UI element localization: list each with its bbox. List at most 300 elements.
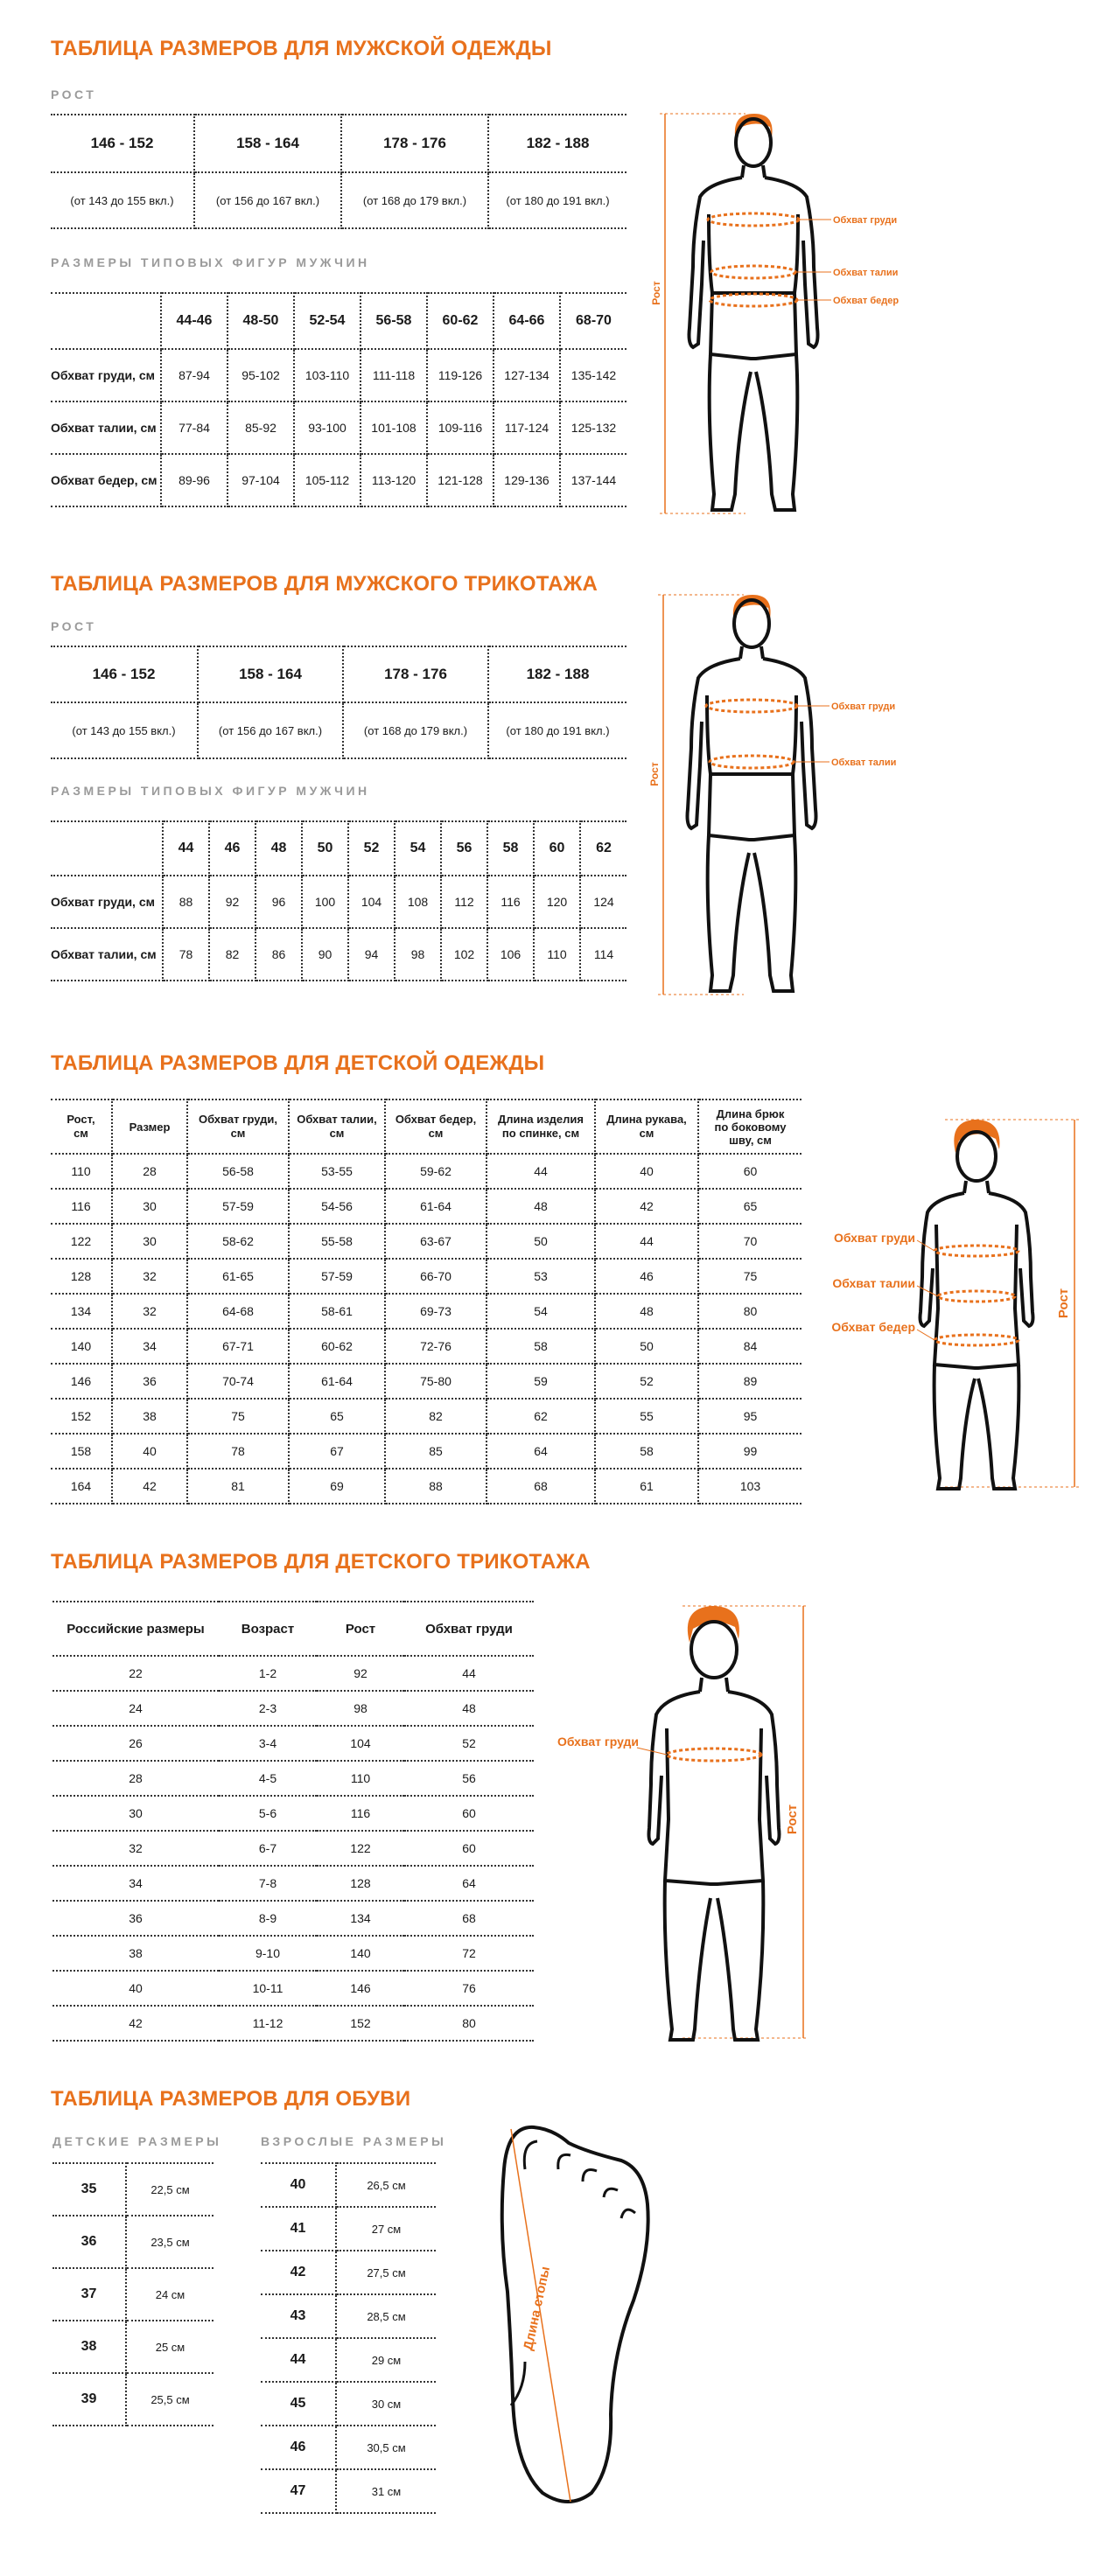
table-row [52, 1761, 534, 1796]
foot-length-label: Длина стопы [521, 2265, 554, 2352]
column-header: Обхват талии, см [289, 1100, 385, 1154]
size-header: 46 [209, 821, 256, 876]
table-cell: 53 [486, 1259, 595, 1294]
shoe-size: 44 [261, 2338, 336, 2382]
table-cell: 32 [112, 1294, 187, 1329]
table-cell: 65 [289, 1399, 385, 1434]
table-cell: 128 [317, 1866, 404, 1901]
table-cell: 85-92 [228, 401, 294, 454]
table-header-row [52, 1602, 534, 1656]
table-cell: 40 [52, 1971, 219, 2006]
shoes-adult-label: ВЗРОСЛЫЕ РАЗМЕРЫ [261, 2134, 447, 2148]
height-detail: (от 156 до 167 вкл.) [198, 702, 343, 758]
table-header-row [51, 1100, 802, 1154]
table-row [261, 2426, 436, 2469]
table-cell: 95-102 [228, 349, 294, 401]
table-cell: 9-10 [219, 1936, 317, 1971]
table-cell: 60 [404, 1796, 534, 1831]
table-cell: 76 [404, 1971, 534, 2006]
table-cell: 66-70 [385, 1259, 486, 1294]
size-header: 50 [302, 821, 348, 876]
table-cell: 117-124 [494, 401, 560, 454]
kids-knitwear-table [52, 1601, 534, 2042]
table-row [52, 2268, 214, 2321]
table-cell: 128 [51, 1259, 112, 1294]
height-range: 158 - 164 [198, 646, 343, 702]
table-cell: 134 [51, 1294, 112, 1329]
table-cell: 110 [51, 1154, 112, 1189]
men-clothing-section [0, 0, 1106, 542]
foot-figure [472, 2117, 665, 2510]
table-cell: 99 [698, 1434, 802, 1469]
row-label: Обхват бедер, см [51, 454, 161, 506]
table-row [51, 1154, 802, 1189]
man-knitwear-figure [646, 590, 908, 1002]
table-row [51, 1294, 802, 1329]
table-row [52, 2163, 214, 2216]
shoe-size: 41 [261, 2207, 336, 2251]
table-cell: 104 [317, 1726, 404, 1761]
table-cell: 98 [317, 1691, 404, 1726]
table-cell: 5-6 [219, 1796, 317, 1831]
table-cell: 34 [52, 1866, 219, 1901]
table-cell: 30 [112, 1224, 187, 1259]
size-header: 52-54 [294, 293, 360, 349]
table-row [261, 2382, 436, 2426]
table-cell: 106 [487, 928, 534, 981]
height-label: Рост [650, 281, 662, 305]
table-cell: 44 [486, 1154, 595, 1189]
table-cell: 55 [595, 1399, 698, 1434]
table-cell: 8-9 [219, 1901, 317, 1936]
table-cell: 158 [51, 1434, 112, 1469]
table-cell: 119-126 [427, 349, 494, 401]
table-cell: 58-61 [289, 1294, 385, 1329]
table-cell: 87-94 [161, 349, 228, 401]
table-cell: 97-104 [228, 454, 294, 506]
shoe-size: 37 [52, 2268, 126, 2321]
height-label: Рост [1056, 1288, 1071, 1319]
table-cell: 30 [112, 1189, 187, 1224]
table-cell: 81 [187, 1469, 289, 1504]
shoe-size: 47 [261, 2469, 336, 2513]
table-cell: 89 [698, 1364, 802, 1399]
foot-length: 27,5 см [336, 2251, 436, 2294]
table-cell: 36 [52, 1901, 219, 1936]
height-detail: (от 180 до 191 вкл.) [488, 172, 626, 228]
row-label: Обхват груди, см [51, 876, 163, 928]
table-cell: 52 [595, 1364, 698, 1399]
table-row [51, 454, 626, 506]
table-row [261, 2338, 436, 2382]
men-clothing-height-label: РОСТ [51, 87, 97, 101]
table-cell: 92 [209, 876, 256, 928]
table-cell: 125-132 [560, 401, 626, 454]
table-cell: 69-73 [385, 1294, 486, 1329]
shoes-adult-table [261, 2162, 436, 2514]
table-cell: 101-108 [360, 401, 427, 454]
shoe-size: 42 [261, 2251, 336, 2294]
table-cell: 38 [112, 1399, 187, 1434]
table-row [51, 928, 626, 981]
table-row [51, 1329, 802, 1364]
kid-figure [831, 1111, 1094, 1496]
table-cell: 70-74 [187, 1364, 289, 1399]
foot-length: 30 см [336, 2382, 436, 2426]
table-cell: 140 [317, 1936, 404, 1971]
table-row [261, 2207, 436, 2251]
table-cell: 61 [595, 1469, 698, 1504]
table-cell: 112 [441, 876, 487, 928]
table-cell: 6-7 [219, 1831, 317, 1866]
kid-knitwear-figure [551, 1601, 831, 2047]
size-header-row [51, 293, 626, 349]
table-cell: 48 [404, 1691, 534, 1726]
height-detail: (от 156 до 167 вкл.) [194, 172, 341, 228]
shoes-kids-table [52, 2162, 214, 2426]
chest-label: Обхват груди [831, 702, 896, 712]
table-row [52, 1831, 534, 1866]
men-knitwear-figures-label: РАЗМЕРЫ ТИПОВЫХ ФИГУР МУЖЧИН [51, 784, 370, 798]
height-detail: (от 180 до 191 вкл.) [488, 702, 626, 758]
table-cell: 137-144 [560, 454, 626, 506]
size-header: 52 [348, 821, 395, 876]
table-cell: 26 [52, 1726, 219, 1761]
shoes-section [0, 2064, 1106, 2576]
table-cell: 57-59 [187, 1189, 289, 1224]
table-row [51, 1259, 802, 1294]
height-range: 178 - 176 [341, 115, 488, 172]
shoe-size: 40 [261, 2163, 336, 2207]
table-cell: 116 [487, 876, 534, 928]
table-cell: 89-96 [161, 454, 228, 506]
table-cell: 22 [52, 1656, 219, 1691]
hips-label: Обхват бедер [831, 1320, 915, 1334]
table-cell: 77-84 [161, 401, 228, 454]
column-header: Возраст [219, 1602, 317, 1656]
table-cell: 85 [385, 1434, 486, 1469]
table-cell: 56-58 [187, 1154, 289, 1189]
table-cell: 146 [317, 1971, 404, 2006]
table-cell: 44 [404, 1656, 534, 1691]
size-header: 68-70 [560, 293, 626, 349]
height-range: 146 - 152 [51, 646, 198, 702]
foot-length: 29 см [336, 2338, 436, 2382]
size-header: 54 [395, 821, 441, 876]
table-cell: 70 [698, 1224, 802, 1259]
shoes-kids-label: ДЕТСКИЕ РАЗМЕРЫ [52, 2134, 222, 2148]
table-cell: 116 [51, 1189, 112, 1224]
size-header: 44-46 [161, 293, 228, 349]
chest-label: Обхват груди [833, 215, 898, 226]
table-cell: 36 [112, 1364, 187, 1399]
chest-label: Обхват груди [833, 1231, 915, 1245]
table-cell: 86 [256, 928, 302, 981]
table-cell: 42 [595, 1189, 698, 1224]
table-row [51, 1434, 802, 1469]
table-cell: 58 [595, 1434, 698, 1469]
table-cell: 58 [486, 1329, 595, 1364]
size-header: 64-66 [494, 293, 560, 349]
kids-clothing-section [0, 1015, 1106, 1522]
table-cell: 53-55 [289, 1154, 385, 1189]
table-row [51, 1364, 802, 1399]
table-cell: 67-71 [187, 1329, 289, 1364]
table-cell: 64 [404, 1866, 534, 1901]
table-cell: 116 [317, 1796, 404, 1831]
height-label: Рост [648, 762, 661, 786]
table-cell: 94 [348, 928, 395, 981]
table-row [51, 876, 626, 928]
table-cell: 75 [187, 1399, 289, 1434]
size-header: 60-62 [427, 293, 494, 349]
height-detail-row [51, 172, 626, 228]
table-cell: 88 [385, 1469, 486, 1504]
table-cell: 67 [289, 1434, 385, 1469]
table-cell: 10-11 [219, 1971, 317, 2006]
chest-label: Обхват груди [556, 1735, 639, 1749]
table-cell: 152 [51, 1399, 112, 1434]
table-cell: 54-56 [289, 1189, 385, 1224]
table-cell: 61-64 [289, 1364, 385, 1399]
table-cell: 103 [698, 1469, 802, 1504]
table-cell: 68 [404, 1901, 534, 1936]
height-detail-row [51, 702, 626, 758]
table-cell: 135-142 [560, 349, 626, 401]
table-row [51, 1399, 802, 1434]
height-range-row [51, 115, 626, 172]
table-cell: 54 [486, 1294, 595, 1329]
table-cell: 59-62 [385, 1154, 486, 1189]
row-label: Обхват груди, см [51, 349, 161, 401]
column-header: Размер [112, 1100, 187, 1154]
table-cell: 111-118 [360, 349, 427, 401]
men-knitwear-size-table [51, 820, 626, 981]
table-row [261, 2163, 436, 2207]
table-cell: 100 [302, 876, 348, 928]
table-cell: 78 [187, 1434, 289, 1469]
table-row [52, 1971, 534, 2006]
table-cell: 42 [52, 2006, 219, 2041]
table-cell: 3-4 [219, 1726, 317, 1761]
table-cell: 80 [698, 1294, 802, 1329]
table-cell: 88 [163, 876, 209, 928]
table-cell: 140 [51, 1329, 112, 1364]
table-cell: 75 [698, 1259, 802, 1294]
table-row [52, 1796, 534, 1831]
table-cell: 103-110 [294, 349, 360, 401]
table-row [52, 1936, 534, 1971]
table-row [261, 2251, 436, 2294]
height-detail: (от 143 до 155 вкл.) [51, 172, 194, 228]
foot-length: 31 см [336, 2469, 436, 2513]
table-row [51, 1189, 802, 1224]
table-cell: 110 [317, 1761, 404, 1796]
table-cell: 82 [385, 1399, 486, 1434]
table-cell: 80 [404, 2006, 534, 2041]
table-cell: 40 [595, 1154, 698, 1189]
kids-clothing-table [51, 1099, 802, 1504]
table-cell: 2-3 [219, 1691, 317, 1726]
table-cell: 65 [698, 1189, 802, 1224]
table-cell: 60 [404, 1831, 534, 1866]
table-cell: 75-80 [385, 1364, 486, 1399]
foot-length: 28,5 см [336, 2294, 436, 2338]
height-detail: (от 168 до 179 вкл.) [343, 702, 488, 758]
table-cell: 93-100 [294, 401, 360, 454]
table-cell: 96 [256, 876, 302, 928]
table-cell: 82 [209, 928, 256, 981]
table-cell: 63-67 [385, 1224, 486, 1259]
foot-length: 25,5 см [126, 2373, 214, 2426]
table-cell: 72-76 [385, 1329, 486, 1364]
column-header: Обхват бедер, см [385, 1100, 486, 1154]
table-row [261, 2469, 436, 2513]
table-cell: 48 [595, 1294, 698, 1329]
men-clothing-figures-label: РАЗМЕРЫ ТИПОВЫХ ФИГУР МУЖЧИН [51, 255, 370, 269]
table-row [52, 2006, 534, 2041]
table-cell: 98 [395, 928, 441, 981]
table-cell: 109-116 [427, 401, 494, 454]
table-cell: 127-134 [494, 349, 560, 401]
table-row [52, 1866, 534, 1901]
shoe-size: 45 [261, 2382, 336, 2426]
table-cell: 146 [51, 1364, 112, 1399]
table-row [52, 1901, 534, 1936]
table-cell: 59 [486, 1364, 595, 1399]
height-range: 182 - 188 [488, 115, 626, 172]
foot-length: 23,5 см [126, 2216, 214, 2268]
height-range: 158 - 164 [194, 115, 341, 172]
table-row [52, 1691, 534, 1726]
table-cell: 38 [52, 1936, 219, 1971]
table-row [51, 1224, 802, 1259]
table-cell: 44 [595, 1224, 698, 1259]
table-cell: 102 [441, 928, 487, 981]
table-cell: 46 [595, 1259, 698, 1294]
row-label: Обхват талии, см [51, 928, 163, 981]
table-cell: 4-5 [219, 1761, 317, 1796]
size-header: 60 [534, 821, 580, 876]
waist-label: Обхват талии [832, 1276, 915, 1290]
table-cell: 56 [404, 1761, 534, 1796]
table-cell: 48 [486, 1189, 595, 1224]
table-cell: 58-62 [187, 1224, 289, 1259]
table-row [52, 2321, 214, 2373]
table-cell: 60 [698, 1154, 802, 1189]
table-cell: 11-12 [219, 2006, 317, 2041]
table-cell: 122 [51, 1224, 112, 1259]
table-cell: 134 [317, 1901, 404, 1936]
table-cell: 55-58 [289, 1224, 385, 1259]
table-cell: 104 [348, 876, 395, 928]
size-header: 56-58 [360, 293, 427, 349]
men-knitwear-height-label: РОСТ [51, 619, 97, 633]
table-cell: 28 [112, 1154, 187, 1189]
table-cell: 110 [534, 928, 580, 981]
kids-knitwear-title: ТАБЛИЦА РАЗМЕРОВ ДЛЯ ДЕТСКОГО ТРИКОТАЖА [51, 1550, 591, 1574]
kids-knitwear-section [0, 1522, 1106, 2064]
table-cell: 164 [51, 1469, 112, 1504]
table-cell: 120 [534, 876, 580, 928]
table-row [51, 1469, 802, 1504]
height-detail: (от 143 до 155 вкл.) [51, 702, 198, 758]
size-header: 58 [487, 821, 534, 876]
men-knitwear-section [0, 542, 1106, 1015]
men-knitwear-height-table [51, 646, 626, 759]
table-cell: 114 [580, 928, 626, 981]
table-cell: 32 [52, 1831, 219, 1866]
table-cell: 60-62 [289, 1329, 385, 1364]
shoes-title: ТАБЛИЦА РАЗМЕРОВ ДЛЯ ОБУВИ [51, 2087, 411, 2111]
table-cell: 90 [302, 928, 348, 981]
table-row [261, 2294, 436, 2338]
column-header: Длина изделия по спинке, см [486, 1100, 595, 1154]
table-cell: 61-65 [187, 1259, 289, 1294]
table-cell: 30 [52, 1796, 219, 1831]
hips-label: Обхват бедер [833, 296, 900, 306]
column-header: Рост [317, 1602, 404, 1656]
waist-label: Обхват талии [831, 757, 897, 768]
shoe-size: 39 [52, 2373, 126, 2426]
column-header: Рост, см [51, 1100, 112, 1154]
table-cell: 42 [112, 1469, 187, 1504]
table-cell: 40 [112, 1434, 187, 1469]
column-header: Обхват груди [404, 1602, 534, 1656]
size-header: 56 [441, 821, 487, 876]
men-clothing-size-table [51, 292, 626, 507]
table-cell: 84 [698, 1329, 802, 1364]
shoe-size: 35 [52, 2163, 126, 2216]
height-range: 178 - 176 [343, 646, 488, 702]
size-header: 62 [580, 821, 626, 876]
shoe-size: 46 [261, 2426, 336, 2469]
height-range-row [51, 646, 626, 702]
table-cell: 108 [395, 876, 441, 928]
height-detail: (от 168 до 179 вкл.) [341, 172, 488, 228]
table-cell: 78 [163, 928, 209, 981]
height-range: 146 - 152 [51, 115, 194, 172]
table-cell: 72 [404, 1936, 534, 1971]
table-cell: 1-2 [219, 1656, 317, 1691]
table-cell: 129-136 [494, 454, 560, 506]
table-cell: 152 [317, 2006, 404, 2041]
table-cell: 124 [580, 876, 626, 928]
table-row [52, 2216, 214, 2268]
table-row [52, 1726, 534, 1761]
table-cell: 64-68 [187, 1294, 289, 1329]
table-cell: 68 [486, 1469, 595, 1504]
height-range: 182 - 188 [488, 646, 626, 702]
table-cell: 52 [404, 1726, 534, 1761]
table-cell: 50 [595, 1329, 698, 1364]
size-header: 48-50 [228, 293, 294, 349]
table-row [51, 401, 626, 454]
shoe-size: 38 [52, 2321, 126, 2373]
table-cell: 64 [486, 1434, 595, 1469]
table-cell: 28 [52, 1761, 219, 1796]
table-cell: 62 [486, 1399, 595, 1434]
size-header: 44 [163, 821, 209, 876]
shoe-size: 43 [261, 2294, 336, 2338]
column-header: Обхват груди, см [187, 1100, 289, 1154]
size-header-row [51, 821, 626, 876]
foot-length: 30,5 см [336, 2426, 436, 2469]
table-cell: 121-128 [427, 454, 494, 506]
men-clothing-height-table [51, 114, 626, 229]
waist-label: Обхват талии [833, 268, 899, 278]
size-header: 48 [256, 821, 302, 876]
